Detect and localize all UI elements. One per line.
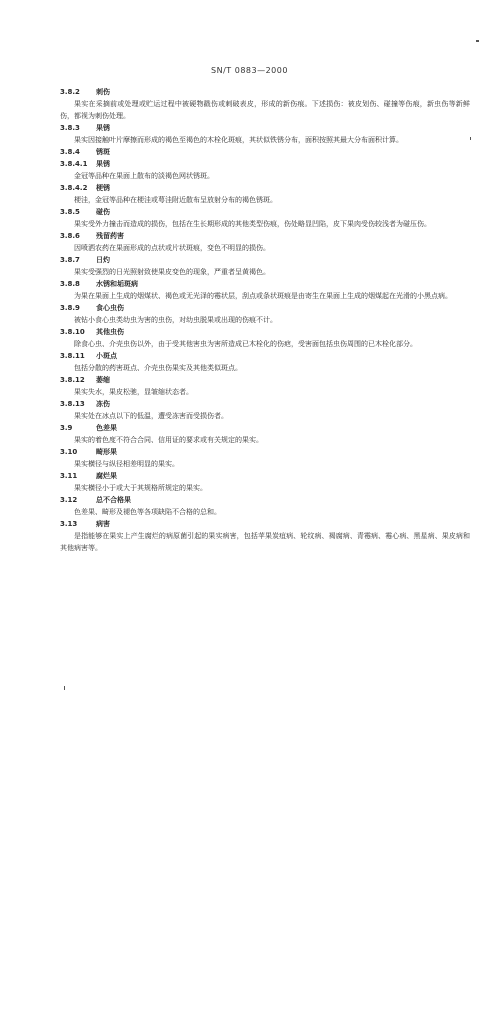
section-number: 3.8.10 bbox=[60, 328, 85, 336]
section-heading bbox=[60, 146, 470, 158]
section-number: 3.8.11 bbox=[60, 352, 85, 360]
section-heading bbox=[60, 86, 470, 98]
section-heading bbox=[60, 494, 470, 506]
section-number: 3.8.4.2 bbox=[60, 184, 88, 192]
section-text: 除食心虫、介壳虫伤以外，由于受其他害虫为害所造成已木栓化的伤疤，受害面包括虫伤周围的已木栓化部分。 bbox=[74, 340, 417, 348]
section-text: 果实因接触叶片摩擦而形成的褐色至褐色的木栓化斑痕，其状似铁锈分布，面积按照其最大分布面积计算。 bbox=[74, 136, 403, 144]
section-text: 是指能够在果实上产生腐烂的病原菌引起的果实病害，包括苹果炭疽病、轮纹病、褐腐病、青霉病、霉心病、黑星病、果皮病和其他病害等。 bbox=[60, 532, 470, 552]
section-text: 果实失水，果皮松驰，显皱缩状态者。 bbox=[74, 388, 193, 396]
section-heading bbox=[60, 398, 470, 410]
section-text: 果实的着色度不符合合同、信用证的要求或有关规定的果实。 bbox=[74, 436, 263, 444]
section-heading bbox=[60, 446, 470, 458]
section-title: 日灼 bbox=[96, 256, 110, 264]
section-title: 畸形果 bbox=[96, 448, 117, 456]
section-title: 锈斑 bbox=[96, 148, 110, 156]
scan-speck bbox=[64, 686, 65, 690]
document-body bbox=[60, 86, 470, 554]
scan-speck bbox=[470, 137, 471, 140]
section-text: 金冠等品种在果面上散布的淡褐色网状锈斑。 bbox=[74, 172, 214, 180]
section-heading bbox=[60, 374, 470, 386]
section-heading bbox=[60, 254, 470, 266]
section-number: 3.8.2 bbox=[60, 88, 80, 96]
section-text: 为果在果面上生成的烟煤状、褐色或无光泽的霉状层，刮点或条状斑痕是由寄生在果面上生成的烟煤起在光滑的小黑点病。 bbox=[74, 292, 452, 300]
section-text: 被钻小食心虫类幼虫为害的虫伤，对幼虫脱果或出现的伤痕不计。 bbox=[74, 316, 277, 324]
section-text: 果实受外力撞击而造成的损伤，包括在生长期形成的其他类型伤痕，伤处略显凹陷，皮下果肉受伤较浅者为碰压伤。 bbox=[74, 220, 431, 228]
section-number: 3.9 bbox=[60, 424, 73, 432]
section-number: 3.8.4.1 bbox=[60, 160, 88, 168]
section-heading bbox=[60, 278, 470, 290]
section-text: 包括分散的药害斑点、介壳虫伤果实及其他类似斑点。 bbox=[74, 364, 242, 372]
section-heading bbox=[60, 350, 470, 362]
section-number: 3.8.13 bbox=[60, 400, 85, 408]
section-number: 3.8.8 bbox=[60, 280, 80, 288]
section-heading bbox=[60, 122, 470, 134]
section-heading bbox=[60, 326, 470, 338]
section-title: 碰伤 bbox=[96, 208, 110, 216]
section-number: 3.13 bbox=[60, 520, 78, 528]
section-text: 色差果、畸形及褪色等各项缺陷不合格的总和。 bbox=[74, 508, 221, 516]
section-title: 刺伤 bbox=[96, 88, 110, 96]
section-title: 残留药害 bbox=[96, 232, 124, 240]
section-title: 其他虫伤 bbox=[96, 328, 124, 336]
section-title: 萎缩 bbox=[96, 376, 110, 384]
section-title: 食心虫伤 bbox=[96, 304, 124, 312]
section-number: 3.8.9 bbox=[60, 304, 80, 312]
scan-speck bbox=[476, 40, 479, 42]
section-text: 果实横径小于或大于其规格所规定的果实。 bbox=[74, 484, 207, 492]
section-title: 小斑点 bbox=[96, 352, 117, 360]
section-number: 3.10 bbox=[60, 448, 78, 456]
section-number: 3.8.4 bbox=[60, 148, 80, 156]
section-number: 3.12 bbox=[60, 496, 78, 504]
section-number: 3.8.6 bbox=[60, 232, 80, 240]
section-title: 腐烂果 bbox=[96, 472, 117, 480]
section-text: 因喷洒农药在果面形成的点状或片状斑痕，变色不明显的损伤。 bbox=[74, 244, 270, 252]
section-heading bbox=[60, 470, 470, 482]
section-heading bbox=[60, 518, 470, 530]
section-title: 水锈和垢斑病 bbox=[96, 280, 138, 288]
section-title: 梗锈 bbox=[96, 184, 110, 192]
section-title: 色差果 bbox=[96, 424, 117, 432]
section-heading bbox=[60, 230, 470, 242]
section-heading bbox=[60, 422, 470, 434]
section-title: 果锈 bbox=[96, 160, 110, 168]
section-title: 果锈 bbox=[96, 124, 110, 132]
section-heading bbox=[60, 206, 470, 218]
section-number: 3.11 bbox=[60, 472, 78, 480]
section-title: 病害 bbox=[96, 520, 110, 528]
standard-code-header: SN/T 0883—2000 bbox=[211, 66, 288, 75]
section-text: 梗洼，金冠等品种在梗洼或萼洼附近散布呈放射分布的褐色锈斑。 bbox=[74, 196, 277, 204]
section-number: 3.8.3 bbox=[60, 124, 80, 132]
section-number: 3.8.7 bbox=[60, 256, 80, 264]
section-heading bbox=[60, 182, 470, 194]
section-text: 果实处在冰点以下的低温，遭受冻害而受损伤者。 bbox=[74, 412, 228, 420]
section-heading bbox=[60, 158, 470, 170]
section-title: 冻伤 bbox=[96, 400, 110, 408]
section-text: 果实在采摘前或处理或贮运过程中被硬物戳伤或刺破表皮，形成的新伤痕。下述损伤：被皮划伤、碰撞等伤痕，新虫伤等新鲜伤，都视为刺伤处理。 bbox=[60, 100, 470, 120]
section-heading bbox=[60, 302, 470, 314]
section-text: 果实受强烈的日光照射致使果皮变色的现象，严重者呈黄褐色。 bbox=[74, 268, 270, 276]
section-number: 3.8.5 bbox=[60, 208, 80, 216]
section-text: 果实横径与纵径相差明显的果实。 bbox=[74, 460, 179, 468]
section-number: 3.8.12 bbox=[60, 376, 85, 384]
section-title: 总不合格果 bbox=[96, 496, 131, 504]
